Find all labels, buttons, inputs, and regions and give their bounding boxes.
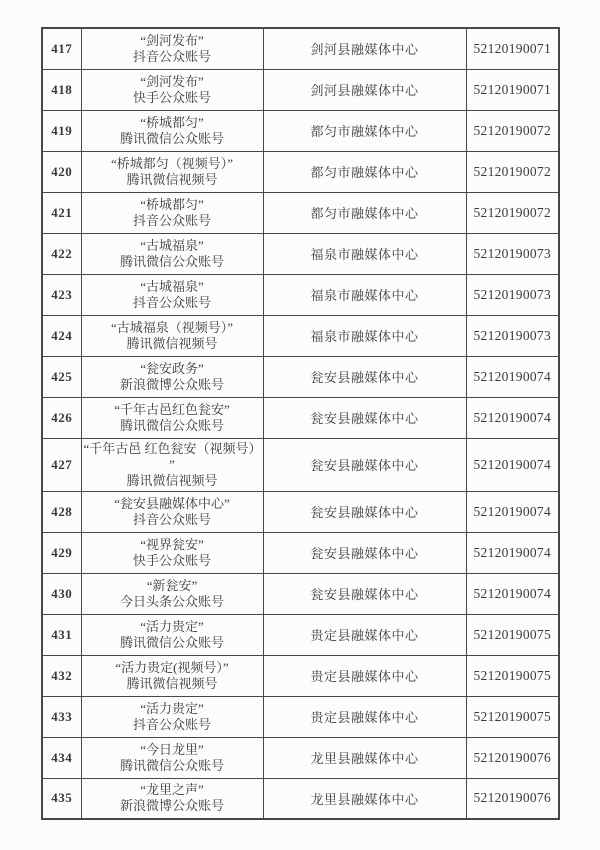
serial-cell: 430 [42,573,81,614]
account-name-line: 今日头条公众账号 [119,593,224,609]
serial-cell: 432 [42,655,81,696]
account-name-line: 抖音公众账号 [132,48,211,64]
account-name-line: “今日龙里” [140,741,204,757]
org-cell: 剑河县融媒体中心 [263,69,466,110]
account-name-line: “千年古邑红色瓮安” [114,401,230,417]
table-row [42,397,559,438]
table-row [42,274,559,315]
serial-cell: 422 [42,233,81,274]
serial-cell: 417 [42,28,81,69]
account-cell [81,192,263,233]
org-cell: 龙里县融媒体中心 [263,737,466,778]
org-cell: 瓮安县融媒体中心 [263,397,466,438]
account-name-line: “古城福泉” [140,278,204,294]
account-name-line: “新瓮安” [146,577,198,593]
org-cell: 福泉市融媒体中心 [263,315,466,356]
table-row [42,233,559,274]
code-cell: 52120190073 [466,274,559,315]
org-cell: 剑河县融媒体中心 [263,28,466,69]
code-cell: 52120190074 [466,491,559,532]
account-name-line: ” [169,456,175,472]
account-name-line: “千年古邑 红色瓮安（视频号） [83,440,262,456]
account-cell [81,69,263,110]
org-cell: 福泉市融媒体中心 [263,274,466,315]
account-name-line: “瓮安县融媒体中心” [114,495,230,511]
org-cell: 瓮安县融媒体中心 [263,532,466,573]
table-row [42,192,559,233]
org-cell: 都匀市融媒体中心 [263,110,466,151]
account-cell [81,110,263,151]
account-name-line: 腾讯微信视频号 [126,472,218,488]
serial-cell: 418 [42,69,81,110]
table-row [42,151,559,192]
serial-cell: 420 [42,151,81,192]
table-row [42,28,559,69]
account-name-line: “活力贵定” [140,700,204,716]
code-cell: 52120190074 [466,397,559,438]
account-cell [81,778,263,819]
account-name-line: “桥城都匀” [140,196,204,212]
org-cell: 瓮安县融媒体中心 [263,573,466,614]
serial-cell: 421 [42,192,81,233]
table-row [42,438,559,491]
org-cell: 贵定县融媒体中心 [263,696,466,737]
account-name-line: “桥城都匀（视频号）” [110,155,234,171]
serial-cell: 429 [42,532,81,573]
serial-cell: 428 [42,491,81,532]
account-cell [81,655,263,696]
org-cell: 福泉市融媒体中心 [263,233,466,274]
account-name-line: “剑河发布” [140,73,204,89]
serial-cell: 427 [42,438,81,491]
serial-cell: 425 [42,356,81,397]
table-row [42,573,559,614]
serial-cell: 419 [42,110,81,151]
code-cell: 52120190075 [466,696,559,737]
serial-cell: 431 [42,614,81,655]
account-cell [81,356,263,397]
account-name-line: 快手公众账号 [132,89,211,105]
table-row [42,737,559,778]
table-row [42,614,559,655]
code-cell: 52120190072 [466,110,559,151]
table-row [42,532,559,573]
code-cell: 52120190075 [466,614,559,655]
account-name-line: 抖音公众账号 [132,716,211,732]
account-name-line: “古城福泉” [140,237,204,253]
account-cell [81,491,263,532]
account-cell [81,573,263,614]
table-row [42,315,559,356]
account-name-line: “剑河发布” [140,32,204,48]
table-row [42,110,559,151]
account-name-line: “龙里之声” [140,782,204,798]
code-cell: 52120190072 [466,151,559,192]
account-name-line: 腾讯微信视频号 [126,171,218,187]
account-name-line: 腾讯微信公众账号 [119,417,224,433]
org-cell: 瓮安县融媒体中心 [263,438,466,491]
account-cell [81,151,263,192]
code-cell: 52120190075 [466,655,559,696]
org-cell: 贵定县融媒体中心 [263,614,466,655]
account-name-line: “古城福泉（视频号）” [110,319,234,335]
org-cell: 瓮安县融媒体中心 [263,491,466,532]
account-cell [81,438,263,491]
account-cell [81,233,263,274]
serial-cell: 424 [42,315,81,356]
org-cell: 龙里县融媒体中心 [263,778,466,819]
account-name-line: “桥城都匀” [140,114,204,130]
account-name-line: 抖音公众账号 [132,212,211,228]
account-name-line: 腾讯微信公众账号 [119,253,224,269]
account-cell [81,397,263,438]
table-row [42,491,559,532]
code-cell: 52120190074 [466,573,559,614]
code-cell: 52120190074 [466,438,559,491]
account-cell [81,532,263,573]
serial-cell: 434 [42,737,81,778]
account-name-line: “瓮安政务” [140,360,204,376]
org-cell: 贵定县融媒体中心 [263,655,466,696]
account-cell [81,614,263,655]
code-cell: 52120190073 [466,233,559,274]
code-cell: 52120190074 [466,356,559,397]
account-cell [81,28,263,69]
serial-cell: 423 [42,274,81,315]
code-cell: 52120190072 [466,192,559,233]
account-name-line: 腾讯微信视频号 [126,675,218,691]
code-cell: 52120190071 [466,28,559,69]
table-row [42,778,559,819]
account-name-line: “视界瓮安” [140,536,204,552]
code-cell: 52120190076 [466,737,559,778]
code-cell: 52120190071 [466,69,559,110]
account-name-line: 腾讯微信公众账号 [119,634,224,650]
account-cell [81,274,263,315]
serial-cell: 435 [42,778,81,819]
code-cell: 52120190074 [466,532,559,573]
account-name-line: “活力贵定” [140,618,204,634]
account-name-line: 快手公众账号 [132,552,211,568]
account-name-line: 新浪微博公众账号 [119,798,224,814]
table-body [42,28,559,819]
table-row [42,356,559,397]
account-name-line: 抖音公众账号 [132,511,211,527]
account-name-line: 腾讯微信公众账号 [119,130,224,146]
org-cell: 都匀市融媒体中心 [263,192,466,233]
table-row [42,696,559,737]
account-name-line: 腾讯微信视频号 [126,335,218,351]
org-cell: 瓮安县融媒体中心 [263,356,466,397]
serial-cell: 426 [42,397,81,438]
table-row [42,655,559,696]
account-name-line: 抖音公众账号 [132,294,211,310]
org-cell: 都匀市融媒体中心 [263,151,466,192]
code-cell: 52120190076 [466,778,559,819]
table-row [42,69,559,110]
account-cell [81,696,263,737]
account-name-line: “活力贵定(视频号）” [115,659,229,675]
account-name-line: 新浪微博公众账号 [119,376,224,392]
serial-cell: 433 [42,696,81,737]
code-cell: 52120190073 [466,315,559,356]
account-cell [81,737,263,778]
account-name-line: 腾讯微信公众账号 [119,757,224,773]
account-cell [81,315,263,356]
media-accounts-table [41,27,560,820]
